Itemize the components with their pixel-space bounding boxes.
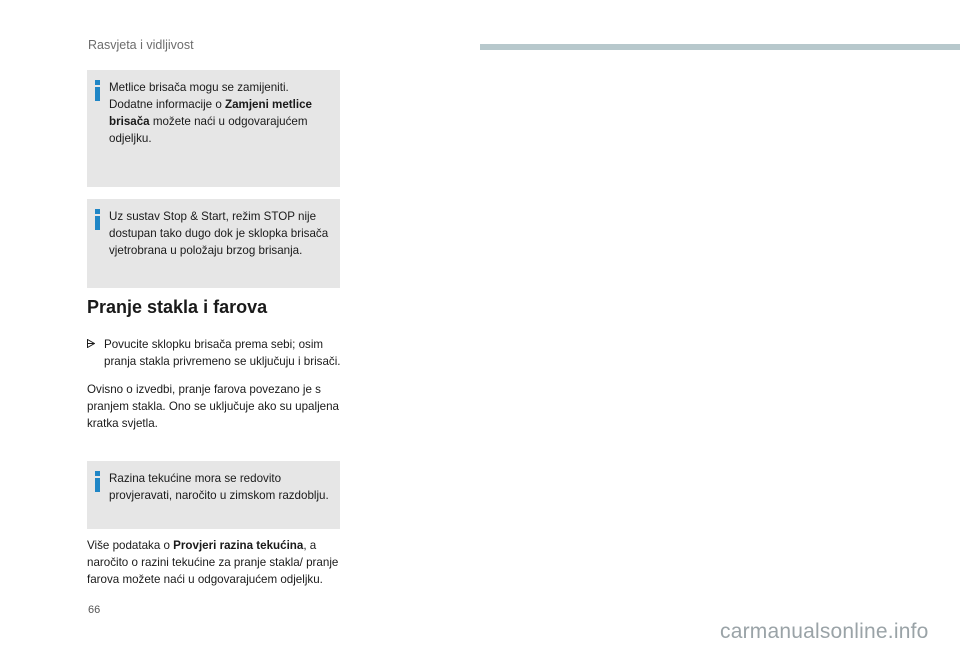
section-heading: Pranje stakla i farova (87, 297, 268, 317)
info-text: možete naći u odgovarajućem odjeljku. (109, 115, 308, 145)
instruction-bullet (87, 336, 347, 370)
closing-text: Više podataka o (87, 539, 174, 552)
closing-text: , a naročito o razini tekućine za pranje stakla/ pranje farova možete naći u odgovarajućem odjeljku. (87, 539, 339, 586)
header-bar (480, 44, 960, 50)
closing-paragraph (87, 537, 347, 588)
info-text: Metlice brisača mogu se zamijeniti. (109, 81, 289, 94)
arrow-bullet-icon (87, 339, 95, 348)
section-title: Rasvjeta i vidljivost (88, 38, 194, 52)
watermark: carmanualsonline.info (720, 620, 929, 643)
info-box-fluid-level (87, 461, 340, 529)
info-icon (95, 209, 101, 230)
info-text: Uz sustav Stop & Start, režim STOP nije dostupan tako dugo dok je sklopka brisača vjetrobrana u položaju brzog brisanja. (109, 210, 329, 257)
info-text: Razina tekućine mora se redovito provjeravati, naročito u zimskom razdoblju. (109, 472, 329, 502)
closing-link-fluid-level[interactable]: Provjeri razina tekućina (173, 539, 304, 552)
info-box-wiper-blades (87, 70, 340, 187)
info-icon (95, 471, 101, 492)
body-paragraph: Ovisno o izvedbi, pranje farova povezano je s pranjem stakla. Ono se uključuje ako su upaljena kratka svjetla. (87, 383, 339, 430)
info-box-stop-start (87, 199, 340, 288)
page-number: 66 (88, 604, 101, 616)
info-link-wiper-blades[interactable]: Zamjeni metlice brisača (109, 98, 312, 128)
info-icon (95, 80, 101, 101)
info-text: Dodatne informacije o (109, 98, 225, 111)
instruction-text: Povucite sklopku brisača prema sebi; osim pranja stakla privremeno se uključuju i brisači. (104, 338, 341, 368)
